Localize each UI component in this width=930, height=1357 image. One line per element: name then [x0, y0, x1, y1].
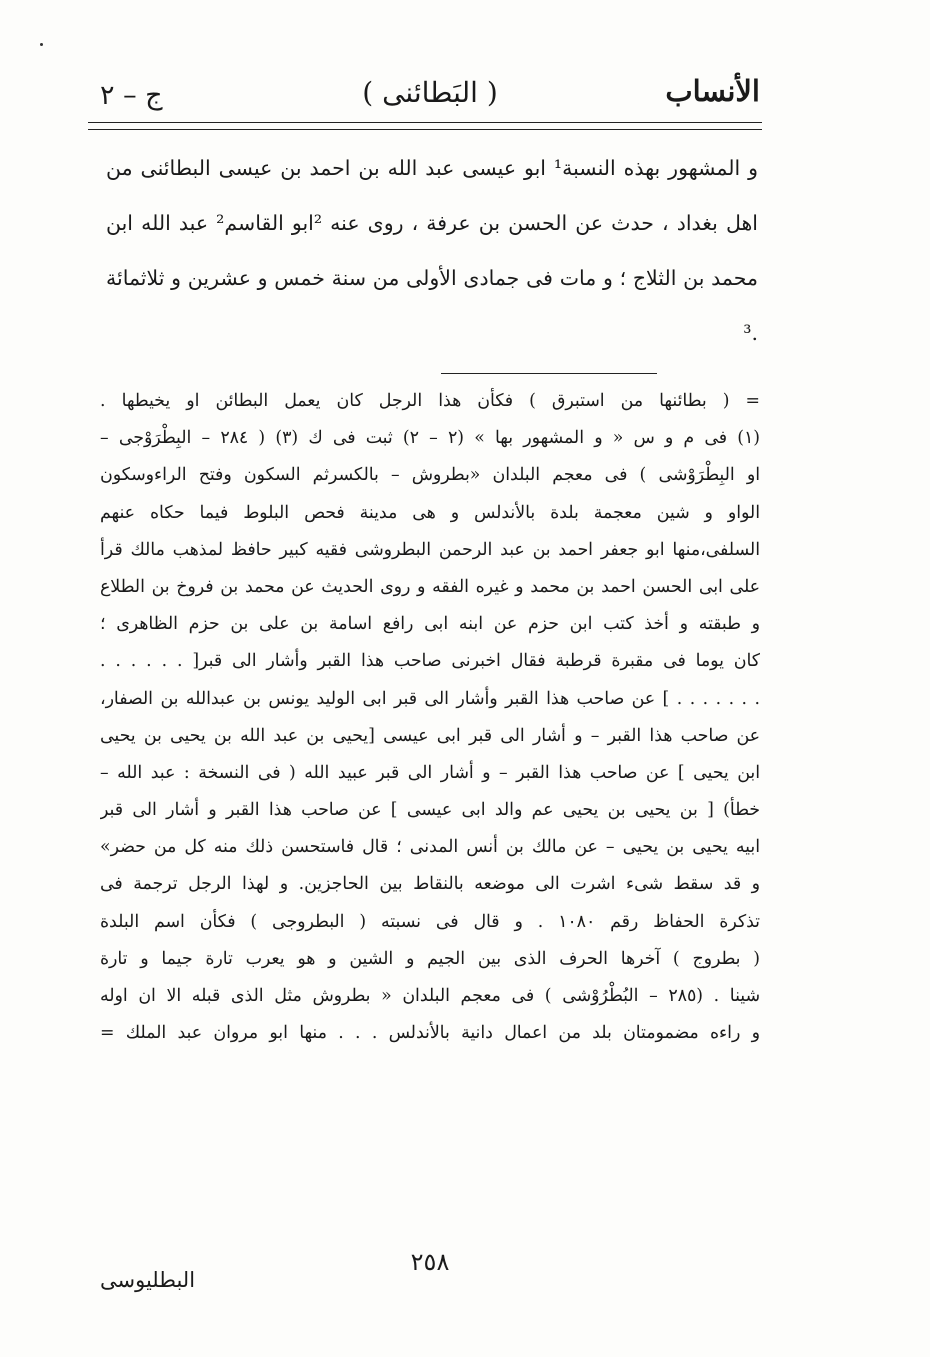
main-text: و المشهور بهذه النسبة¹ ابو عيسى عبد الله بن احمد بن عيسى البطائنى من اهل بغداد ، حدث عن الحسن بن عرفة ، روى عنه ²ابو القاسم² عبد الله ابن محمد بن الثلاج ؛ و مات فى جمادى الأولى من سنة خمس و عشرين و ثلاثمائة .³: [106, 156, 759, 345]
footnote-line: ( بطروج ) آخرها الحرف الذى بين الجيم و الشين و هو يعرب تارة جيما و تارة: [100, 948, 760, 969]
footnote-line: على ابى الحسن احمد بن محمد و غيره الفقه و روى الحديث عن محمد بن فروخ بن الطلاع: [100, 576, 760, 597]
footnote-line: شينا . (٢٨٥ – البُطْرُوْشى ) فى معجم البلدان « بطروش مثل الذى قبله الا ان اوله: [100, 986, 760, 1006]
footnote-line: تذكرة الحفاظ رقم ١٠٨٠ . و قال فى نسبته ( البطروجى ) فكأن اسم البلدة: [100, 911, 760, 932]
footnote-line: الواو و شين معجمة بلدة بالأندلس و هى مدينة فحص البلوط فيما حكاه عنهم: [100, 502, 760, 523]
book-title: الأنساب: [665, 74, 760, 108]
footnotes: [100, 383, 760, 1052]
footnote-line: و راءه مضمومتان بلد من اعمال دانية بالأندلس . . . منها ابو مروان عبد الملك =: [100, 1023, 760, 1044]
footnote-line: عن صاحب هذا القبر – و أشار الى قبر ابى عيسى [يحيى بن عبد الله بن يحيى بن يحيى: [100, 725, 760, 746]
footnote-line: السلفى،منها ابو جعفر احمد بن عبد الرحمن البطروشى فقيه كبير حافظ لمذهب مالك قرأ: [100, 539, 760, 560]
volume-label: ج – ٢: [100, 80, 163, 111]
footnote-line: و طبقته و أخذ كتب ابن حزم عن ابنه ابى رافع اسامة بن على بن حزم الظاهرى ؛: [100, 614, 760, 635]
speck: [40, 43, 43, 46]
page-footer: [100, 1244, 760, 1292]
catchword: البطليوسى: [100, 1268, 196, 1292]
page-number: ٢٥٨: [410, 1248, 450, 1276]
footnote-line: خطأ) [ بن يحيى بن يحيى عم والد ابى عيسى ] عن صاحب هذا القبر و أشار الى قبر: [100, 800, 760, 821]
footnote-divider: [441, 373, 657, 374]
header-rule-top: [88, 122, 762, 123]
page-header: [100, 70, 760, 120]
section-title: ( البَطائنى ): [362, 76, 498, 109]
header-rule-bottom: [88, 129, 762, 130]
footnote-line: ابيه يحيى بن يحيى – عن مالك بن أنس المدنى ؛ قال فاستحسن ذلك منه كل من حضر»: [100, 837, 760, 858]
footnote-line: و قد سقط شىء اشرت الى موضعه بالنقاط بين الحاجزين. و لهذا الرجل ترجمة فى: [100, 874, 760, 895]
footnote-line: او البِطْرَوْشى ) فى معجم البلدان «بطروش – بالكسرثم السكون وفتح الراءوسكون: [100, 465, 760, 486]
footnote-line: . . . . . . . ] عن صاحب هذا القبر وأشار الى قبر ابى الوليد يونس بن عبدالله بن الصفار،: [100, 688, 760, 709]
footnote-line: = ( بطائنها من استبرق ) فكأن هذا الرجل كان يعمل البطائن او يخيطها .: [100, 391, 760, 411]
footnote-line: ابن يحيى ] عن صاحب هذا القبر – و أشار الى قبر عبيد الله ( فى النسخة : عبد الله –: [100, 762, 760, 783]
footnote-line: (١) فى م و س « و المشهور بها » (٢ – ٢) ثبت فى ك (٣) ( ٢٨٤ – البِطْرَوْجى –: [100, 428, 760, 449]
footnote-line: كان يوما فى مقبرة قرطبة فقال اخبرنى صاحب هذا القبر وأشار الى قبر[ . . . . . .: [100, 651, 760, 672]
